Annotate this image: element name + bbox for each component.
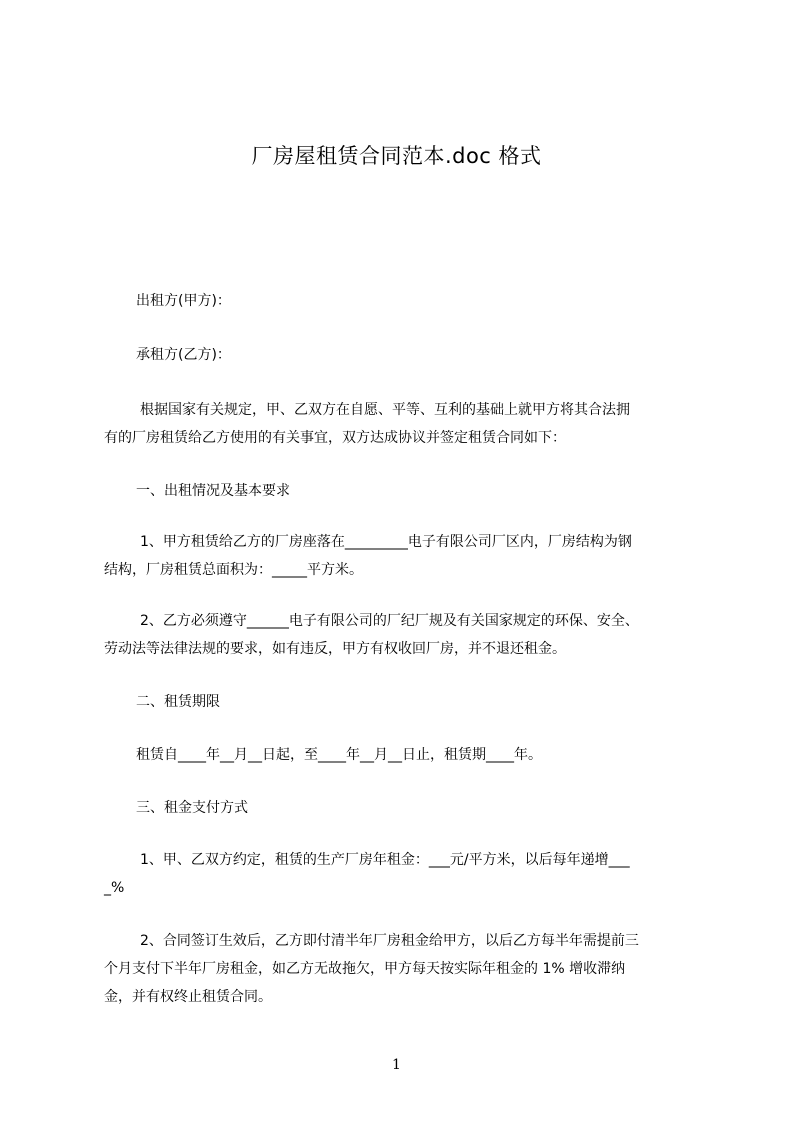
term-paragraph	[104, 741, 700, 769]
clause-paragraph	[104, 927, 700, 1011]
lessor-label-text: 出租方(甲方)：	[136, 293, 231, 309]
lessor-label	[104, 287, 700, 315]
clause-paragraph	[104, 846, 700, 902]
section1-heading: 一、出租情况及基本要求	[136, 483, 290, 499]
section-heading	[104, 688, 700, 716]
section3-heading: 三、租金支付方式	[136, 800, 248, 816]
clause-line: 结构，厂房租赁总面积为：_____平方米。	[104, 562, 363, 578]
section-heading	[104, 477, 700, 505]
clause-line: 1、甲、乙双方约定，租赁的生产厂房年租金：___元/平方米，以后每年递增___	[140, 852, 630, 868]
preamble-line: 根据国家有关规定，甲、乙双方在自愿、平等、互利的基础上就甲方将其合法拥	[140, 402, 630, 418]
section-heading	[104, 794, 700, 822]
clause-line: 2、合同签订生效后，乙方即付清半年厂房租金给甲方，以后乙方每半年需提前三	[140, 933, 639, 949]
lessee-label-text: 承租方(乙方)：	[136, 347, 231, 363]
clause-line: _%	[104, 880, 125, 896]
clause-paragraph	[104, 528, 700, 584]
preamble-line: 有的厂房租赁给乙方使用的有关事宜，双方达成协议并签定租赁合同如下：	[104, 430, 566, 446]
clause-line: 1、甲方租赁给乙方的厂房座落在_________电子有限公司厂区内，厂房结构为钢	[140, 534, 632, 550]
clause-paragraph	[104, 607, 700, 663]
document-title: 厂房屋租赁合同范本.doc 格式	[251, 144, 542, 168]
lessee-label	[104, 341, 700, 369]
clause-line: 个月支付下半年厂房租金，如乙方无故拖欠，甲方每天按实际年租金的 1% 增收滞纳	[104, 961, 626, 977]
page-number: 1	[392, 1057, 401, 1073]
term-line: 租赁自____年__月__日起，至____年__月__日止，租赁期____年。	[136, 747, 542, 763]
clause-line: 劳动法等法律法规的要求，如有违反，甲方有权收回厂房，并不退还租金。	[104, 641, 566, 657]
preamble-paragraph	[104, 396, 700, 452]
clause-line: 金，并有权终止租赁合同。	[104, 989, 272, 1005]
clause-line: 2、乙方必须遵守______电子有限公司的厂纪厂规及有关国家规定的环保、安全、	[140, 613, 639, 629]
section2-heading: 二、租赁期限	[136, 694, 220, 710]
